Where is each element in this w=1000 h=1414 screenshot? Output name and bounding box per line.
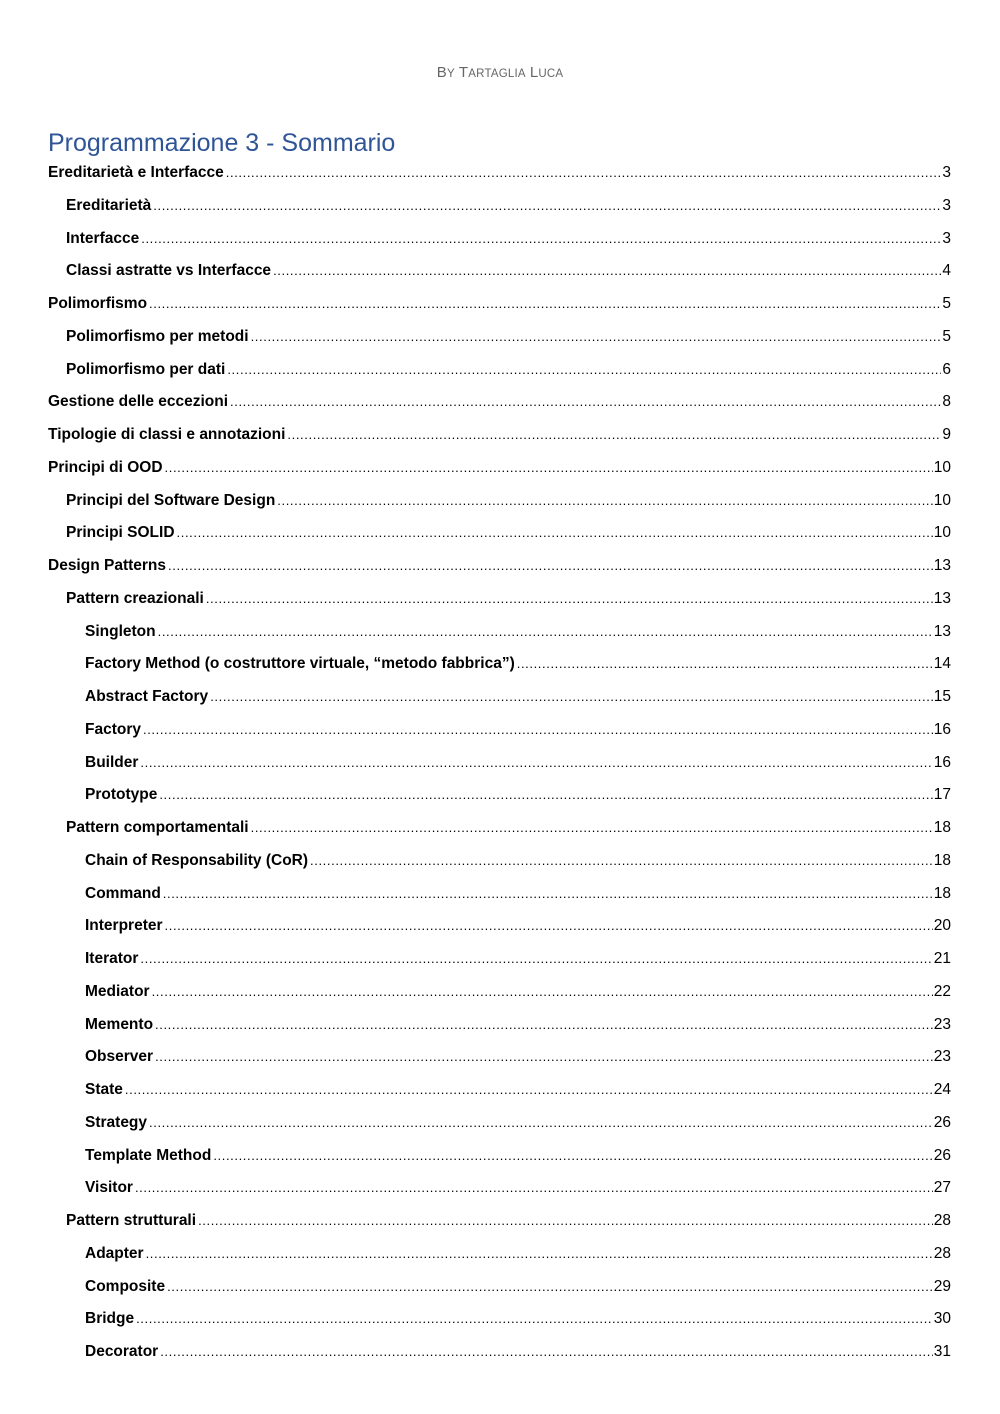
toc-dot-leader (152, 976, 933, 1009)
toc-dot-leader (143, 714, 933, 747)
toc-entry[interactable] (48, 976, 951, 1009)
toc-dot-leader (167, 1271, 933, 1304)
toc-dot-leader (153, 190, 941, 223)
toc-entry-label: Gestione delle eccezioni (48, 393, 229, 411)
toc-entry[interactable] (48, 419, 951, 452)
toc-dot-leader (165, 910, 933, 943)
toc-entry-page-number: 3 (942, 229, 951, 247)
toc-entry-page-number: 16 (933, 753, 951, 771)
toc-dot-leader (165, 452, 933, 485)
toc-entry-page-number: 31 (933, 1343, 951, 1360)
toc-entry[interactable] (48, 1074, 951, 1107)
toc-entry-label: Factory (85, 720, 141, 738)
toc-entry-page-number: 17 (933, 786, 951, 804)
toc-entry-label: Pattern strutturali (66, 1212, 197, 1229)
toc-dot-leader (163, 878, 933, 911)
toc-entry-label: Principi del Software Design (66, 491, 276, 509)
toc-entry-label: Template Method (85, 1146, 212, 1164)
toc-entry-page-number: 20 (933, 917, 951, 935)
toc-entry[interactable] (48, 1009, 951, 1042)
toc-entry[interactable] (48, 910, 951, 943)
toc-entry-page-number: 13 (933, 622, 951, 640)
toc-entry[interactable] (48, 812, 951, 845)
toc-entry-label: Command (85, 884, 161, 902)
toc-entry[interactable] (48, 1303, 951, 1336)
toc-dot-leader (158, 616, 933, 649)
toc-entry[interactable] (48, 517, 951, 550)
toc-entry[interactable] (48, 157, 951, 190)
toc-entry-label: Builder (85, 753, 139, 771)
toc-entry[interactable] (48, 485, 951, 518)
toc-entry-page-number: 18 (933, 884, 951, 902)
toc-dot-leader (210, 681, 933, 714)
document-title: Programmazione 3 - Sommario (48, 129, 396, 157)
toc-dot-leader (146, 1238, 933, 1271)
toc-entry-page-number: 26 (933, 1146, 951, 1164)
toc-entry-label: Abstract Factory (85, 688, 209, 705)
toc-entry[interactable] (48, 1107, 951, 1140)
author-last-initial: L (529, 64, 539, 81)
toc-entry-page-number: 5 (942, 295, 951, 312)
toc-entry-label: Observer (85, 1048, 154, 1066)
toc-dot-leader (198, 1205, 933, 1238)
toc-entry-page-number: 5 (942, 327, 951, 345)
toc-entry-label: Decorator (85, 1343, 159, 1360)
toc-entry[interactable] (48, 1271, 951, 1304)
toc-entry-label: Classi astratte vs Interfacce (66, 262, 272, 280)
toc-entry-page-number: 10 (933, 458, 951, 476)
toc-dot-leader (273, 255, 941, 288)
toc-entry[interactable] (48, 1336, 951, 1369)
toc-entry-page-number: 27 (933, 1179, 951, 1197)
toc-dot-leader (517, 648, 933, 681)
toc-entry-label: Interpreter (85, 917, 163, 935)
toc-entry-label: Polimorfismo per metodi (66, 327, 249, 345)
toc-dot-leader (155, 1009, 933, 1042)
toc-entry-label: Adapter (85, 1244, 144, 1262)
toc-entry[interactable] (48, 1140, 951, 1173)
toc-entry[interactable] (48, 845, 951, 878)
toc-entry[interactable] (48, 321, 951, 354)
toc-entry-label: Visitor (85, 1179, 133, 1197)
toc-entry[interactable] (48, 288, 951, 321)
toc-dot-leader (227, 354, 941, 387)
toc-entry[interactable] (48, 255, 951, 288)
toc-entry-label: Polimorfismo per dati (66, 360, 226, 378)
toc-entry[interactable] (48, 1205, 951, 1238)
toc-dot-leader (168, 550, 933, 583)
toc-entry-page-number: 3 (942, 164, 951, 181)
toc-dot-leader (206, 583, 933, 616)
toc-dot-leader (277, 485, 932, 518)
toc-dot-leader (141, 223, 941, 256)
toc-entry-page-number: 15 (933, 688, 951, 705)
toc-entry-label: Iterator (85, 950, 139, 967)
toc-entry-page-number: 23 (933, 1048, 951, 1066)
table-of-contents (48, 157, 951, 1369)
toc-entry[interactable] (48, 681, 951, 714)
toc-entry-page-number: 4 (942, 262, 951, 280)
toc-entry[interactable] (48, 386, 951, 419)
toc-entry-page-number: 28 (933, 1244, 951, 1262)
toc-entry[interactable] (48, 583, 951, 616)
toc-entry[interactable] (48, 779, 951, 812)
toc-entry-page-number: 13 (933, 589, 951, 607)
toc-entry[interactable] (48, 747, 951, 780)
toc-entry-label: Tipologie di classi e annotazioni (48, 426, 286, 443)
author-first-initial: T (458, 64, 469, 81)
toc-entry[interactable] (48, 648, 951, 681)
toc-entry-label: Ereditarietà e Interfacce (48, 164, 224, 181)
toc-entry-page-number: 14 (933, 655, 951, 673)
toc-entry-label: Interfacce (66, 229, 140, 247)
toc-entry-label: Principi SOLID (66, 524, 175, 542)
toc-dot-leader (135, 1172, 933, 1205)
toc-dot-leader (226, 157, 942, 190)
toc-entry-page-number: 16 (933, 720, 951, 738)
toc-entry-page-number: 30 (933, 1310, 951, 1328)
toc-entry[interactable] (48, 1172, 951, 1205)
toc-entry[interactable] (48, 878, 951, 911)
toc-entry[interactable] (48, 190, 951, 223)
toc-entry-page-number: 10 (933, 491, 951, 509)
toc-entry-label: Polimorfismo (48, 295, 148, 312)
toc-entry-label: Memento (85, 1015, 154, 1033)
toc-entry-label: Prototype (85, 786, 158, 804)
author-prefix-rest: Y (446, 68, 455, 80)
toc-entry[interactable] (48, 354, 951, 387)
toc-entry-label: Factory Method (o costruttore virtuale, “metodo fabbrica”) (85, 655, 515, 673)
toc-dot-leader (310, 845, 933, 878)
toc-entry-page-number: 23 (933, 1015, 951, 1033)
toc-entry-page-number: 22 (933, 982, 951, 1000)
toc-entry-page-number: 3 (942, 196, 951, 214)
toc-entry-page-number: 8 (942, 393, 951, 411)
author-last-rest: UCA (538, 68, 564, 80)
toc-dot-leader (149, 288, 941, 321)
toc-entry-label: State (85, 1081, 123, 1098)
toc-dot-leader (149, 1107, 933, 1140)
toc-dot-leader (177, 517, 933, 550)
toc-entry-label: Strategy (85, 1113, 148, 1131)
toc-entry[interactable] (48, 616, 951, 649)
toc-entry-label: Principi di OOD (48, 458, 163, 476)
toc-dot-leader (230, 386, 941, 419)
toc-entry-page-number: 24 (933, 1081, 951, 1098)
page-header-author (0, 64, 1000, 81)
toc-entry-page-number: 29 (933, 1277, 951, 1295)
toc-entry-page-number: 18 (933, 851, 951, 869)
toc-dot-leader (213, 1140, 932, 1173)
toc-dot-leader (160, 1336, 933, 1369)
toc-dot-leader (140, 747, 932, 780)
toc-entry[interactable] (48, 1041, 951, 1074)
toc-entry[interactable] (48, 943, 951, 976)
toc-entry[interactable] (48, 452, 951, 485)
toc-entry-page-number: 9 (942, 426, 951, 443)
toc-dot-leader (159, 779, 932, 812)
toc-entry-label: Composite (85, 1277, 166, 1295)
author-prefix-initial: B (436, 64, 447, 81)
toc-entry[interactable] (48, 714, 951, 747)
author-first-rest: ARTAGLIA (468, 68, 526, 80)
toc-entry-label: Singleton (85, 622, 156, 640)
toc-entry[interactable] (48, 550, 951, 583)
toc-entry-label: Bridge (85, 1310, 135, 1328)
toc-dot-leader (251, 812, 933, 845)
toc-entry-label: Chain of Responsability (CoR) (85, 851, 309, 869)
toc-entry-label: Pattern creazionali (66, 589, 204, 607)
toc-entry[interactable] (48, 223, 951, 256)
toc-entry[interactable] (48, 1238, 951, 1271)
toc-dot-leader (125, 1074, 933, 1107)
toc-entry-page-number: 13 (933, 557, 951, 574)
toc-entry-label: Ereditarietà (66, 196, 152, 214)
toc-entry-page-number: 26 (933, 1113, 951, 1131)
toc-dot-leader (140, 943, 932, 976)
toc-dot-leader (251, 321, 942, 354)
toc-entry-label: Mediator (85, 982, 150, 1000)
toc-entry-page-number: 10 (933, 524, 951, 542)
toc-dot-leader (287, 419, 941, 452)
toc-entry-label: Design Patterns (48, 557, 167, 574)
toc-dot-leader (155, 1041, 933, 1074)
toc-entry-page-number: 18 (933, 819, 951, 836)
toc-dot-leader (136, 1303, 933, 1336)
toc-entry-page-number: 6 (942, 360, 951, 378)
toc-entry-page-number: 21 (933, 950, 951, 967)
toc-entry-label: Pattern comportamentali (66, 819, 249, 836)
toc-entry-page-number: 28 (933, 1212, 951, 1229)
